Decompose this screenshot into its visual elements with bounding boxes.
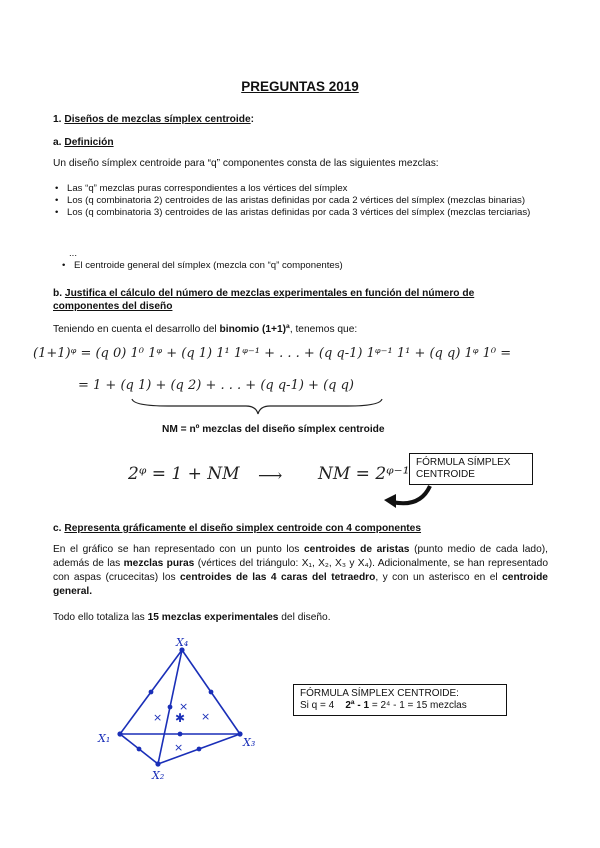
handwritten-formula-right: NM = 2ᵠ⁻¹ <box>318 464 410 484</box>
definition-list <box>53 183 553 218</box>
face-centroid-cross: × <box>179 700 189 713</box>
general-centroid-asterisk: ✱ <box>175 711 186 725</box>
edge-centroid-point <box>137 747 142 752</box>
edge-centroid-point <box>149 690 154 695</box>
edge-centroid-point <box>168 705 173 710</box>
handwritten-expansion-line-2: = 1 + (q 1) + (q 2) + . . . + (q q-1) + (q q) <box>78 378 354 393</box>
section-1-colon: : <box>250 114 255 125</box>
section-b-title: Justifica el cálculo del número de mezclas experimentales en función del número de componentes del diseño <box>53 288 475 312</box>
section-c-total <box>53 612 331 625</box>
intro-text: Teniendo en cuenta el desarrollo del <box>53 324 217 335</box>
list-item: • El centroide general del símplex (mezcla con “q” componentes) <box>60 260 540 272</box>
section-a-label: a. <box>53 137 62 148</box>
section-b-heading <box>53 288 533 313</box>
section-a-heading <box>53 137 114 150</box>
vertex-point <box>237 731 242 736</box>
text-run: Todo ello totaliza las <box>53 612 145 623</box>
underbrace <box>128 396 388 418</box>
box-result: = 2⁴ - 1 = 15 mezclas <box>371 700 467 711</box>
page-title: PREGUNTAS 2019 <box>241 79 359 94</box>
text-run-bold: centroides de aristas <box>304 544 410 555</box>
edge-centroid-point <box>209 690 214 695</box>
vertex-label-x1: X₁ <box>98 732 111 745</box>
handwritten-formula-left: 2ᵠ = 1 + NM <box>128 464 240 484</box>
list-item: • Los (q combinatoria 3) centroides de las aristas definidas por cada 3 vértices del símplex (mezclas terciarias) <box>53 207 553 219</box>
section-c-paragraph <box>53 543 548 599</box>
text-run: (punto medio de cada lado), además de las <box>53 544 548 569</box>
curved-arrow-icon <box>380 484 440 514</box>
text-run: , y con un asterisco en el <box>375 572 498 583</box>
arrow-icon: ⟶ <box>258 466 283 486</box>
binomio-term: binomio (1+1)ª <box>219 324 290 335</box>
nm-definition: NM = nº mezclas del diseño símplex centroide <box>162 424 385 435</box>
section-c-label: c. <box>53 523 62 534</box>
list-item: • Los (q combinatoria 2) centroides de las aristas definidas por cada 2 vértices del símplex (mezclas binarias) <box>53 195 553 207</box>
section-1-number: 1. <box>53 114 62 125</box>
list-item: • Las “q” mezclas puras correspondientes a los vértices del símplex <box>53 183 553 195</box>
section-a-title: Definición <box>64 137 114 148</box>
face-centroid-cross: × <box>174 741 184 754</box>
face-centroid-cross: × <box>153 711 163 724</box>
vertex-label-x2: X₂ <box>152 769 165 782</box>
edge-centroid-point <box>197 747 202 752</box>
section-1-heading <box>53 114 254 127</box>
section-1-title: Diseños de mezclas símplex centroide <box>64 114 251 125</box>
text-run: En el gráfico se han representado con un punto los <box>53 544 300 555</box>
vertex-point <box>117 731 122 736</box>
box-title: FÓRMULA SÍMPLEX CENTROIDE: <box>300 688 459 699</box>
box-line <box>300 700 500 712</box>
text-run: (vértices del triángulo: X₁, X₂, X₃ y X₄). Adicionalmente, se han representado con aspas (crucecitas) los <box>53 558 548 583</box>
text-run-bold: 15 mezclas experimentales <box>147 612 279 623</box>
text-run: del diseño. <box>281 612 331 623</box>
box-condition: Si q = 4 <box>300 700 335 711</box>
vertex-label-x4: X₄ <box>176 636 189 649</box>
definition-list-last <box>60 260 540 272</box>
ellipsis: ... <box>69 248 77 259</box>
section-b-intro <box>53 324 357 337</box>
vertex-point <box>155 761 160 766</box>
box-formula: 2ª - 1 <box>345 700 370 711</box>
vertex-label-x3: X₃ <box>243 736 256 749</box>
intro-text-end: , tenemos que: <box>289 324 358 335</box>
section-c-heading <box>53 523 421 536</box>
face-centroid-cross: × <box>201 710 211 723</box>
text-run-bold: mezclas puras <box>123 558 195 569</box>
text-run-bold: centroide general. <box>53 572 548 597</box>
tetrahedron-diagram <box>90 636 270 786</box>
formula-summary-box <box>293 684 507 716</box>
section-a-intro: Un diseño símplex centroide para “q” componentes consta de las siguientes mezclas: <box>53 158 439 169</box>
handwritten-expansion-line-1: (1+1)ᵠ = (q 0) 1⁰ 1ᵠ + (q 1) 1¹ 1ᵠ⁻¹ + . . . + (q q-1) 1ᵠ⁻¹ 1¹ + (q q) 1ᵠ 1⁰ = <box>33 346 512 361</box>
text-run-bold: centroides de las 4 caras del tetraedro <box>180 572 376 583</box>
edge-centroid-point <box>178 732 183 737</box>
section-b-label: b. <box>53 288 63 299</box>
section-c-title: Representa gráficamente el diseño simplex centroide con 4 componentes <box>64 523 422 534</box>
formula-box: FÓRMULA SÍMPLEX CENTROIDE <box>409 453 533 485</box>
